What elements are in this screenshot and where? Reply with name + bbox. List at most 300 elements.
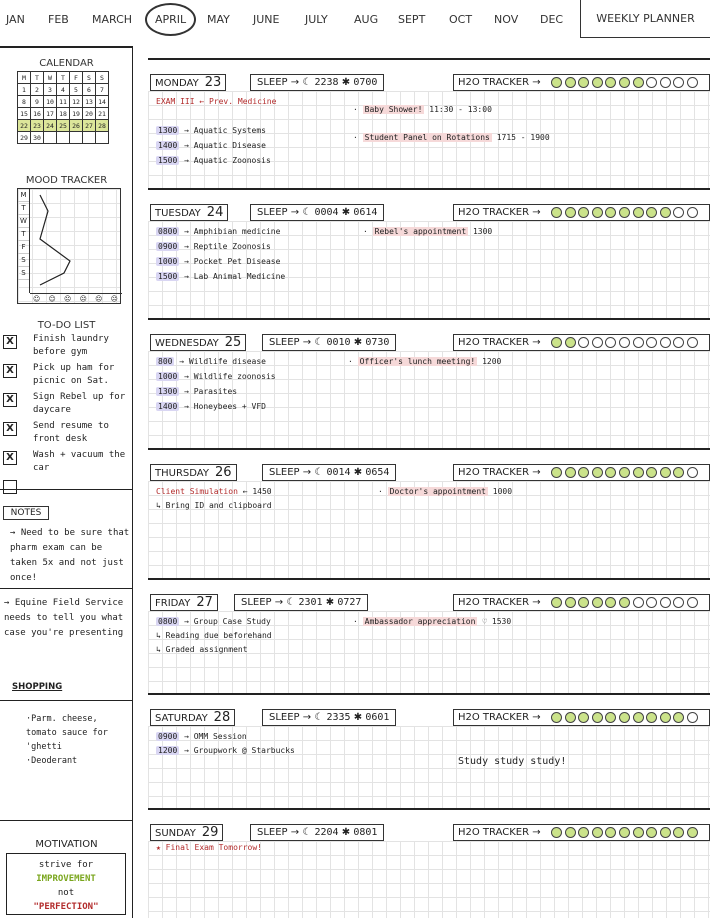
calendar-day[interactable]: 5	[70, 84, 83, 96]
time-tag: 1400	[158, 402, 178, 411]
bullet: ·	[363, 227, 373, 236]
time-tag: 1000	[158, 257, 178, 266]
water-dot[interactable]	[551, 207, 562, 218]
mood-label: F	[18, 241, 29, 254]
water-dot[interactable]	[687, 77, 698, 88]
water-dot[interactable]	[633, 337, 644, 348]
calendar-day[interactable]: 15	[18, 108, 31, 120]
water-dot[interactable]	[605, 337, 616, 348]
day-name-text: SUNDAY	[155, 828, 196, 839]
water-dot[interactable]	[605, 207, 616, 218]
wake-time: 0801	[353, 827, 378, 838]
sleep-tracker	[250, 824, 384, 841]
month-aug[interactable]: AUG	[354, 13, 379, 26]
calendar-day[interactable]: 29	[18, 132, 31, 144]
day-notes-area[interactable]	[148, 351, 710, 448]
water-dot[interactable]	[578, 337, 589, 348]
day-name	[150, 74, 226, 91]
calendar-day[interactable]: 17	[44, 108, 57, 120]
sun-icon: ✱	[350, 467, 366, 478]
calendar-day[interactable]: 2	[31, 84, 44, 96]
water-dot[interactable]	[673, 712, 684, 723]
schedule-line	[156, 501, 272, 510]
water-dot[interactable]	[673, 827, 684, 838]
sleep-time: 2301	[298, 597, 323, 608]
calendar-day[interactable]: 28	[96, 120, 109, 132]
water-dot[interactable]	[551, 77, 562, 88]
bullet: ·	[378, 487, 388, 496]
time-tag: 0900	[158, 732, 178, 741]
day-header	[148, 204, 710, 221]
schedule-line	[156, 126, 266, 135]
mood-tracker-title: MOOD TRACKER	[25, 175, 108, 186]
todo-text: Pick up ham for picnic on Sat.	[33, 363, 115, 386]
h2o-tracker	[453, 709, 710, 726]
todo-title: TO-DO LIST	[37, 320, 96, 331]
mood-label: T	[18, 228, 29, 241]
mood-label: S	[18, 267, 29, 280]
water-dot[interactable]	[592, 77, 603, 88]
time-tag: 1300	[158, 387, 178, 396]
calendar-day[interactable]: 19	[70, 108, 83, 120]
schedule-line	[156, 645, 248, 654]
day-saturday	[148, 693, 710, 806]
water-dot[interactable]	[565, 207, 576, 218]
calendar-day[interactable]: 13	[83, 96, 96, 108]
day-notes-area[interactable]	[148, 841, 710, 918]
moon-icon: ☾	[311, 337, 327, 348]
water-dot[interactable]	[687, 712, 698, 723]
moon-icon: ☾	[283, 597, 299, 608]
schedule-line	[156, 156, 271, 165]
water-dots	[551, 207, 710, 219]
day-name	[150, 709, 235, 726]
bullet: ·	[348, 357, 358, 366]
calendar-day[interactable]: 27	[83, 120, 96, 132]
calendar-day[interactable]: 25	[57, 120, 70, 132]
water-dot[interactable]	[660, 712, 671, 723]
sun-icon: ✱	[350, 337, 366, 348]
water-dot[interactable]	[565, 77, 576, 88]
calendar-day[interactable]: 18	[57, 108, 70, 120]
water-dot[interactable]	[605, 467, 616, 478]
water-dot[interactable]	[592, 337, 603, 348]
calendar-day[interactable]	[44, 132, 57, 144]
time-tag: 1200	[158, 746, 178, 755]
water-dot[interactable]	[619, 77, 630, 88]
sleep-time: 0014	[326, 467, 351, 478]
calendar-day[interactable]	[96, 132, 109, 144]
day-notes-area[interactable]	[148, 481, 710, 578]
calendar-day[interactable]: 21	[96, 108, 109, 120]
water-dot[interactable]	[565, 337, 576, 348]
water-dot[interactable]	[660, 337, 671, 348]
h2o-label: H2O TRACKER →	[458, 207, 541, 218]
water-dot[interactable]	[592, 467, 603, 478]
sleep-label: SLEEP →	[257, 207, 300, 218]
time-tag: 1500	[158, 272, 178, 281]
month-july[interactable]: JULY	[305, 13, 328, 26]
calendar-header: T	[31, 72, 44, 84]
month-jan[interactable]: JAN	[6, 13, 25, 26]
month-sept[interactable]: SEPT	[398, 13, 426, 26]
wake-time: 0700	[353, 77, 378, 88]
day-header	[148, 334, 710, 351]
calendar-day[interactable]	[57, 132, 70, 144]
water-dot[interactable]	[578, 597, 589, 608]
water-dot[interactable]	[578, 712, 589, 723]
h2o-tracker	[453, 594, 710, 611]
month-nov[interactable]: NOV	[494, 13, 519, 26]
calendar-header: S	[96, 72, 109, 84]
water-dot[interactable]	[551, 712, 562, 723]
schedule-text: → Group Case Study	[184, 617, 271, 626]
day-name-text: SATURDAY	[155, 713, 208, 724]
water-dot[interactable]	[551, 827, 562, 838]
event-highlight: Ambassador appreciation	[364, 617, 476, 626]
sun-icon: ✱	[338, 77, 354, 88]
shopping-list	[26, 712, 130, 768]
bullet: ·	[353, 133, 363, 142]
schedule-text: → Groupwork @ Starbucks	[184, 746, 295, 755]
calendar-day[interactable]: 7	[96, 84, 109, 96]
h2o-label: H2O TRACKER →	[458, 712, 541, 723]
month-june[interactable]: JUNE	[253, 13, 280, 26]
schedule-text: → Pocket Pet Disease	[184, 257, 281, 266]
water-dot[interactable]	[633, 597, 644, 608]
water-dot[interactable]	[646, 207, 657, 218]
calendar-day[interactable]	[70, 132, 83, 144]
event-highlight: Baby Shower!	[364, 105, 423, 114]
water-dot[interactable]	[673, 77, 684, 88]
water-dot[interactable]	[646, 827, 657, 838]
calendar-day[interactable]: 4	[57, 84, 70, 96]
time-tag: 1300	[158, 126, 178, 135]
mood-faces: ☺ ☺ ☹ ☹ ☹ ☹	[30, 293, 122, 305]
calendar-day[interactable]: 11	[57, 96, 70, 108]
event-detail: 1000	[492, 487, 513, 496]
water-dot[interactable]	[673, 337, 684, 348]
todo-item	[3, 391, 131, 420]
water-dot[interactable]	[687, 827, 698, 838]
day-name-text: THURSDAY	[155, 468, 209, 479]
time-tag: 800	[158, 357, 173, 366]
event-line	[378, 487, 512, 496]
calendar-day[interactable]: 22	[18, 120, 31, 132]
calendar-day[interactable]: 6	[83, 84, 96, 96]
water-dot[interactable]	[687, 337, 698, 348]
time-tag: 1000	[158, 372, 178, 381]
note-text: → Need to be sure that pharm exam can be taken 5x and not just once!	[10, 528, 130, 583]
water-dot[interactable]	[646, 597, 657, 608]
h2o-tracker	[453, 824, 710, 841]
day-monday	[148, 58, 710, 186]
todo-item	[3, 478, 131, 507]
todo-checkbox[interactable]: X	[3, 422, 17, 436]
calendar-day[interactable]: 1	[18, 84, 31, 96]
water-dot[interactable]	[646, 467, 657, 478]
sleep-tracker	[262, 709, 396, 726]
water-dot[interactable]	[687, 207, 698, 218]
mood-label: T	[18, 202, 29, 215]
divider	[0, 700, 133, 701]
water-dot[interactable]	[633, 207, 644, 218]
bullet: ·	[353, 617, 363, 626]
month-dec[interactable]: DEC	[540, 13, 564, 26]
moon-icon: ☾	[311, 712, 327, 723]
day-wednesday	[148, 318, 710, 446]
event-line	[458, 756, 566, 767]
event-line	[363, 227, 492, 236]
sleep-label: SLEEP →	[269, 467, 312, 478]
todo-item	[3, 333, 131, 362]
divider	[0, 489, 133, 490]
water-dot[interactable]	[673, 597, 684, 608]
water-dot[interactable]	[673, 207, 684, 218]
time-tag: 0800	[158, 617, 178, 626]
water-dot[interactable]	[633, 467, 644, 478]
calendar-day[interactable]: 30	[31, 132, 44, 144]
water-dot[interactable]	[660, 467, 671, 478]
day-friday	[148, 578, 710, 691]
water-dot[interactable]	[646, 337, 657, 348]
time-tag: 1400	[158, 141, 178, 150]
water-dot[interactable]	[578, 827, 589, 838]
calendar-day[interactable]: 9	[31, 96, 44, 108]
water-dot[interactable]	[565, 712, 576, 723]
schedule-line	[156, 227, 280, 236]
day-number: 26	[214, 465, 232, 480]
day-name	[150, 204, 228, 221]
water-dots	[551, 597, 710, 609]
water-dot[interactable]	[565, 597, 576, 608]
h2o-tracker	[453, 74, 710, 91]
water-dot[interactable]	[660, 597, 671, 608]
todo-checkbox[interactable]: X	[3, 451, 17, 465]
calendar-title: CALENDAR	[39, 58, 94, 69]
schedule-text: ★ Final Exam Tomorrow!	[156, 843, 262, 852]
schedule-text: ↳ Graded assignment	[156, 645, 248, 654]
water-dot[interactable]	[605, 597, 616, 608]
sleep-time: 0004	[314, 207, 339, 218]
water-dot[interactable]	[687, 597, 698, 608]
sleep-tracker	[250, 74, 384, 91]
calendar-day[interactable]: 14	[96, 96, 109, 108]
weekly-planner-tab[interactable]: WEEKLY PLANNER	[580, 0, 710, 38]
water-dot[interactable]	[592, 827, 603, 838]
mood-day-labels	[18, 189, 30, 293]
schedule-text: → Amphibian medicine	[184, 227, 281, 236]
calendar-day[interactable]: 24	[44, 120, 57, 132]
day-header	[148, 824, 710, 841]
water-dot[interactable]	[660, 77, 671, 88]
todo-text: Wash + vacuum the car	[33, 450, 126, 473]
day-notes-area[interactable]	[148, 726, 710, 808]
water-dot[interactable]	[646, 712, 657, 723]
water-dots	[551, 467, 710, 479]
calendar-header: S	[83, 72, 96, 84]
todo-checkbox[interactable]: X	[3, 364, 17, 378]
motivation-line: not	[57, 888, 75, 898]
event-line	[348, 357, 501, 366]
day-notes-area[interactable]	[148, 91, 710, 188]
water-dot[interactable]	[660, 207, 671, 218]
notes-title: NOTES	[3, 506, 49, 520]
todo-checkbox[interactable]	[3, 480, 17, 494]
todo-item	[3, 362, 131, 391]
water-dot[interactable]	[551, 597, 562, 608]
todo-text: Send resume to front desk	[33, 421, 109, 444]
schedule-text: → Wildlife zoonosis	[184, 372, 276, 381]
schedule-line	[156, 257, 280, 266]
calendar-day[interactable]: 16	[31, 108, 44, 120]
day-number: 29	[201, 825, 219, 840]
schedule-text: → Wildlife disease	[179, 357, 266, 366]
schedule-line	[156, 357, 266, 366]
wake-time: 0601	[365, 712, 390, 723]
water-dot[interactable]	[605, 712, 616, 723]
water-dot[interactable]	[619, 337, 630, 348]
sleep-label: SLEEP →	[241, 597, 284, 608]
todo-list	[3, 333, 131, 507]
calendar-day[interactable]: 3	[44, 84, 57, 96]
note-text: → Equine Field Service needs to tell you what case you're presenting	[4, 598, 124, 638]
sleep-time: 0010	[326, 337, 351, 348]
event-line	[353, 105, 492, 114]
mood-line	[30, 189, 122, 293]
event-highlight: Student Panel on Rotations	[364, 133, 490, 142]
schedule-text: → Parasites	[184, 387, 238, 396]
event-detail: Study study study!	[458, 756, 567, 767]
water-dot[interactable]	[565, 827, 576, 838]
schedule-line	[156, 732, 247, 741]
moon-icon: ☾	[299, 827, 315, 838]
divider	[0, 588, 133, 589]
day-notes-area[interactable]	[148, 611, 710, 693]
motivation-line: "PERFECTION"	[33, 902, 99, 912]
schedule-line	[156, 631, 272, 640]
month-may[interactable]: MAY	[207, 13, 230, 26]
schedule-line	[156, 272, 285, 281]
schedule-line	[156, 97, 276, 106]
day-header	[148, 709, 710, 726]
todo-checkbox[interactable]: X	[3, 335, 17, 349]
motivation-title: MOTIVATION	[35, 839, 98, 850]
h2o-label: H2O TRACKER →	[458, 827, 541, 838]
motivation-box	[6, 853, 126, 915]
calendar-header: F	[70, 72, 83, 84]
water-dot[interactable]	[660, 827, 671, 838]
schedule-text: → Lab Animal Medicine	[184, 272, 286, 281]
calendar-header: T	[57, 72, 70, 84]
calendar-day[interactable]: 26	[70, 120, 83, 132]
mood-tracker	[17, 188, 121, 304]
water-dot[interactable]	[592, 712, 603, 723]
water-dots	[551, 337, 710, 349]
sleep-tracker	[234, 594, 368, 611]
month-feb[interactable]: FEB	[48, 13, 69, 26]
todo-item	[3, 420, 131, 449]
mini-calendar	[17, 71, 109, 144]
shopping-title: SHOPPING	[12, 682, 63, 692]
water-dot[interactable]	[592, 597, 603, 608]
calendar-day[interactable]	[83, 132, 96, 144]
sleep-time: 2238	[314, 77, 339, 88]
mood-label: M	[18, 189, 29, 202]
event-detail: 1200	[482, 357, 502, 366]
water-dot[interactable]	[687, 467, 698, 478]
month-oct[interactable]: OCT	[449, 13, 473, 26]
day-number: 28	[213, 710, 231, 725]
water-dot[interactable]	[605, 827, 616, 838]
calendar-day[interactable]: 10	[44, 96, 57, 108]
water-dot[interactable]	[619, 712, 630, 723]
water-dot[interactable]	[633, 77, 644, 88]
water-dot[interactable]	[619, 827, 630, 838]
water-dot[interactable]	[619, 467, 630, 478]
month-april[interactable]: APRIL	[145, 3, 196, 36]
month-march[interactable]: MARCH	[92, 13, 133, 26]
schedule-text: → Honeybees + VFD	[184, 402, 266, 411]
water-dot[interactable]	[605, 77, 616, 88]
water-dot[interactable]	[578, 207, 589, 218]
water-dot[interactable]	[646, 77, 657, 88]
schedule-line	[156, 843, 262, 852]
water-dot[interactable]	[565, 467, 576, 478]
calendar-day[interactable]: 12	[70, 96, 83, 108]
schedule-text: ↳ Reading due beforehand	[156, 631, 272, 640]
motivation-line: IMPROVEMENT	[36, 874, 96, 884]
mood-label: W	[18, 215, 29, 228]
water-dot[interactable]	[633, 827, 644, 838]
schedule-line	[156, 617, 271, 626]
day-notes-area[interactable]	[148, 221, 710, 318]
water-dot[interactable]	[551, 467, 562, 478]
h2o-tracker	[453, 204, 710, 221]
todo-text: Finish laundry before gym	[33, 334, 109, 357]
calendar-day[interactable]: 23	[31, 120, 44, 132]
water-dot[interactable]	[592, 207, 603, 218]
day-thursday	[148, 448, 710, 576]
day-number: 27	[196, 595, 213, 610]
divider	[0, 820, 133, 821]
day-name	[150, 594, 218, 611]
water-dot[interactable]	[633, 712, 644, 723]
h2o-tracker	[453, 464, 710, 481]
calendar-day[interactable]: 8	[18, 96, 31, 108]
sleep-tracker	[262, 334, 396, 351]
water-dot[interactable]	[673, 467, 684, 478]
schedule-text: → Aquatic Zoonosis	[184, 156, 271, 165]
water-dot[interactable]	[578, 467, 589, 478]
sidebar	[0, 48, 133, 918]
schedule-text: Client Simulation ← 1450	[156, 487, 272, 496]
water-dot[interactable]	[551, 337, 562, 348]
day-header	[148, 464, 710, 481]
todo-checkbox[interactable]: X	[3, 393, 17, 407]
calendar-day[interactable]: 20	[83, 108, 96, 120]
schedule-text: ↳ Bring ID and clipboard	[156, 501, 272, 510]
shopping-item: ·Deoderant	[26, 756, 78, 766]
sun-icon: ✱	[350, 712, 366, 723]
sleep-tracker	[262, 464, 396, 481]
day-header	[148, 594, 710, 611]
water-dot[interactable]	[619, 597, 630, 608]
event-highlight: Doctor's appointment	[389, 487, 486, 496]
water-dot[interactable]	[578, 77, 589, 88]
water-dot[interactable]	[619, 207, 630, 218]
todo-item	[3, 449, 131, 478]
